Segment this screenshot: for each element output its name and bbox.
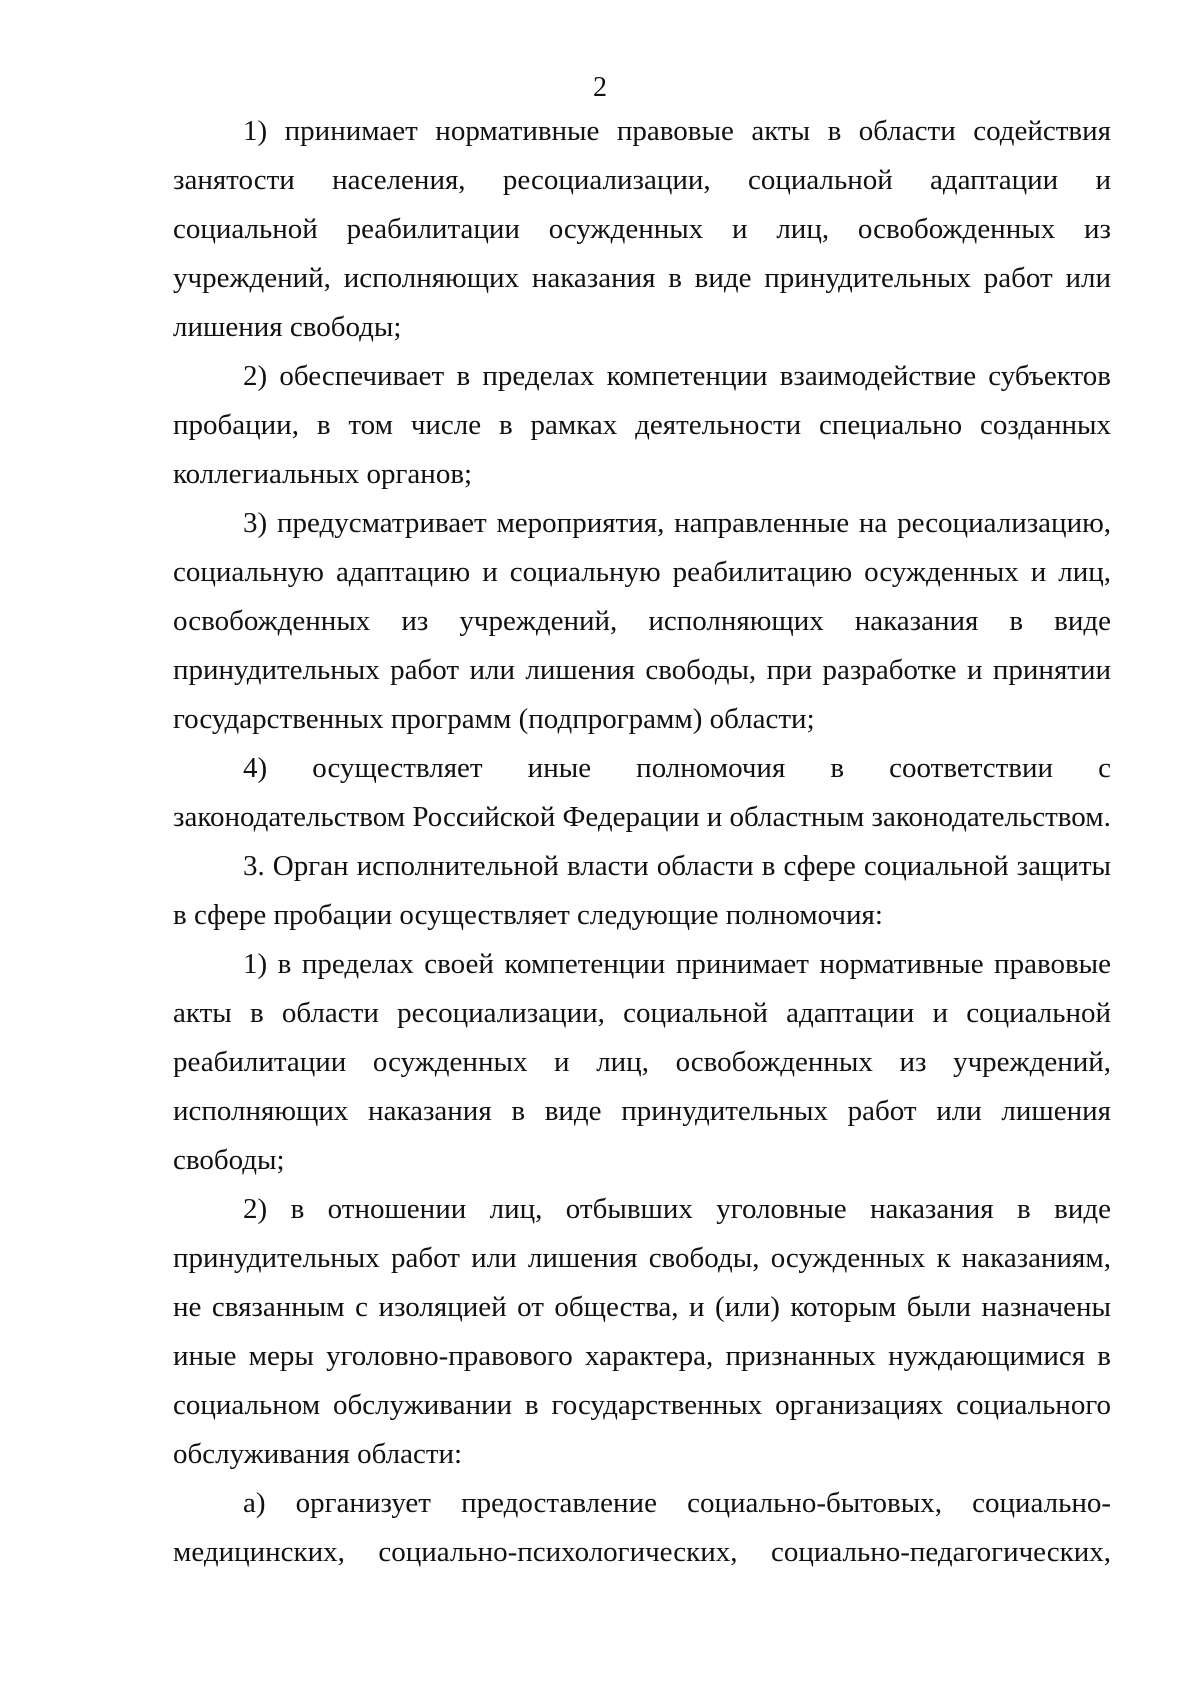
paragraph-section-3-item-1: 1) в пределах своей компетенции принимает нормативные правовые акты в области ресоциализации, социальной адаптации и социальной реабилитации осужденных и лиц, освобожденных из учреждений, исполняющих наказания в виде принудительных работ или лишения свободы;	[173, 948, 1111, 1176]
paragraph-subitem-a: а) организует предоставление социально-бытовых, социально-медицинских, социально-психологических, социально-педагогических,	[173, 1487, 1111, 1568]
paragraph-section-3-item-2: 2) в отношении лиц, отбывших уголовные наказания в виде принудительных работ или лишения свободы, осужденных к наказаниям, не связанным с изоляцией от общества, и (или) которым были назначены иные меры уголовно-правового характера, признанных нуждающимися в социальном обслуживании в государственных организациях социального обслуживания области:	[173, 1193, 1111, 1470]
document-body	[173, 107, 1111, 1577]
paragraph-item-3: 3) предусматривает мероприятия, направленные на ресоциализацию, социальную адаптацию и социальную реабилитацию осужденных и лиц, освобожденных из учреждений, исполняющих наказания в виде принудительных работ или лишения свободы, при разработке и принятии государственных программ (подпрограмм) области;	[173, 507, 1111, 735]
paragraph-item-1: 1) принимает нормативные правовые акты в области содействия занятости населения, ресоциализации, социальной адаптации и социальной реабилитации осужденных и лиц, освобожденных из учреждений, исполняющих наказания в виде принудительных работ или лишения свободы;	[173, 115, 1111, 343]
page-number: 2	[593, 72, 607, 103]
paragraph-item-4: 4) осуществляет иные полномочия в соответствии с законодательством Российской Федерации и областным законодательством.	[173, 752, 1111, 833]
paragraph-item-2: 2) обеспечивает в пределах компетенции взаимодействие субъектов пробации, в том числе в рамках деятельности специально созданных коллегиальных органов;	[173, 360, 1111, 490]
paragraph-section-3: 3. Орган исполнительной власти области в сфере социальной защиты в сфере пробации осуществляет следующие полномочия:	[173, 850, 1111, 931]
